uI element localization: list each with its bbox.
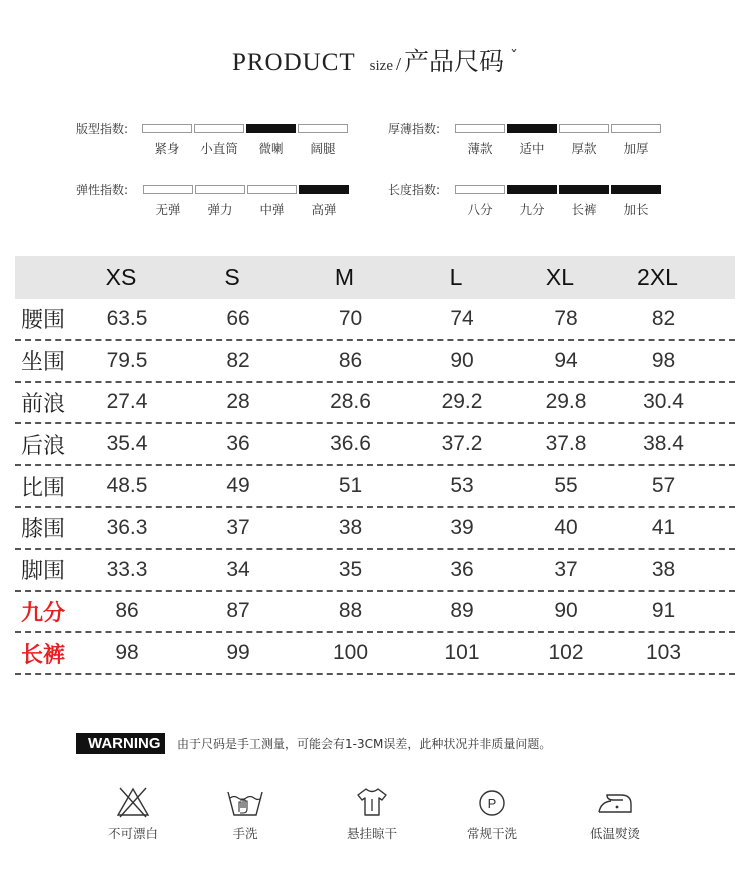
warning-notice — [76, 733, 551, 754]
header-cell: S — [224, 264, 240, 290]
indicator-bar — [507, 185, 557, 194]
indicator-option: 厚款 — [571, 141, 597, 156]
indicator-option: 适中 — [519, 141, 545, 156]
indicator-option: 加厚 — [623, 141, 649, 156]
hand-wash-icon — [225, 786, 265, 818]
indicator-bar — [194, 124, 244, 133]
indicator-bar — [611, 185, 661, 194]
header-cell: XS — [105, 264, 137, 290]
row-label: 腰围 — [21, 308, 66, 334]
title-cn: 产品尺码 — [404, 47, 505, 76]
table-row — [15, 424, 735, 466]
table-cell: 70 — [338, 306, 363, 330]
table-cell: 94 — [554, 348, 578, 372]
size-table — [15, 256, 735, 675]
table-row — [15, 633, 735, 675]
header-cell: XL — [545, 264, 575, 290]
table-row — [15, 592, 735, 634]
no-bleach-icon — [116, 786, 150, 818]
table-cell: 57 — [651, 474, 676, 498]
table-cell: 100 — [332, 641, 369, 665]
table-cell: 33.3 — [106, 557, 148, 581]
page-title — [0, 42, 750, 82]
table-cell: 35.4 — [106, 432, 148, 456]
indicator-option: 小直筒 — [200, 141, 238, 156]
indicator-option: 九分 — [519, 202, 545, 217]
table-header — [15, 256, 735, 299]
table-cell: 37 — [554, 557, 578, 581]
row-label: 脚围 — [21, 559, 66, 585]
table-cell: 37.8 — [545, 432, 587, 456]
table-cell: 28.6 — [330, 390, 371, 414]
table-cell: 38 — [651, 557, 676, 581]
warning-tag: WARNING — [76, 733, 165, 754]
row-label: 后浪 — [21, 433, 66, 459]
table-cell: 87 — [226, 599, 250, 623]
table-cell: 99 — [226, 641, 250, 665]
indicator-option: 阔腿 — [310, 141, 336, 156]
indicator-bar — [611, 124, 661, 133]
table-cell: 48.5 — [106, 474, 148, 498]
table-cell: 82 — [226, 348, 250, 372]
indicator-bar — [559, 185, 609, 194]
care-label: 常规干洗 — [466, 826, 517, 841]
indicator-option: 中弹 — [259, 202, 285, 217]
care-label: 手洗 — [232, 826, 258, 841]
table-cell: 51 — [338, 474, 363, 498]
care-hand-wash — [195, 786, 295, 842]
care-hang-dry — [322, 786, 422, 842]
row-label-highlight: 长裤 — [21, 642, 66, 668]
indicator-option: 高弹 — [311, 202, 337, 217]
indicator-option: 加长 — [623, 202, 649, 217]
table-cell: 98 — [651, 348, 676, 372]
table-cell: 36 — [450, 557, 474, 581]
indicator-option: 紧身 — [154, 141, 180, 156]
title-main: PRODUCT — [231, 49, 356, 76]
table-cell: 78 — [554, 306, 578, 330]
indicator-label: 长度指数: — [388, 183, 441, 197]
table-cell: 102 — [548, 641, 584, 665]
row-label: 膝围 — [21, 517, 66, 543]
indicator-bar — [455, 124, 505, 133]
care-dry-clean — [442, 786, 542, 842]
indicator-bar — [299, 185, 349, 194]
indicator-option: 长裤 — [571, 202, 597, 217]
table-row — [15, 508, 735, 550]
table-cell: 35 — [338, 557, 363, 581]
table-row — [15, 341, 735, 383]
table-cell: 82 — [651, 306, 676, 330]
hang-dry-icon — [354, 786, 390, 818]
table-row — [15, 299, 735, 341]
indicator-bar — [142, 124, 192, 133]
table-cell: 91 — [651, 599, 676, 623]
table-cell: 53 — [450, 474, 474, 498]
table-cell: 86 — [338, 348, 363, 372]
table-cell: 29.8 — [545, 390, 587, 414]
table-cell: 38.4 — [643, 432, 684, 456]
indicator-option: 无弹 — [155, 202, 181, 217]
table-cell: 29.2 — [441, 390, 483, 414]
indicator-bar — [247, 185, 297, 194]
indicator-bar — [507, 124, 557, 133]
svg-text:P: P — [487, 796, 497, 811]
table-cell: 37 — [226, 515, 250, 539]
low-iron-icon — [595, 786, 635, 818]
indicator-option: 弹力 — [207, 202, 233, 217]
table-cell: 90 — [554, 599, 578, 623]
table-cell: 39 — [450, 515, 474, 539]
indicator-bar — [195, 185, 245, 194]
table-cell: 90 — [450, 348, 474, 372]
table-cell: 36 — [226, 432, 250, 456]
indicator-option: 八分 — [467, 202, 493, 217]
table-row — [15, 383, 735, 425]
indicator-bar — [455, 185, 505, 194]
care-label: 不可漂白 — [107, 826, 158, 841]
header-cell: M — [334, 264, 355, 290]
table-cell: 28 — [226, 390, 250, 414]
indicator-bar — [559, 124, 609, 133]
header-cell: 2XL — [637, 264, 678, 290]
care-low-iron — [565, 786, 665, 842]
table-cell: 74 — [450, 306, 474, 330]
table-cell: 63.5 — [106, 306, 148, 330]
table-cell: 36.3 — [106, 515, 148, 539]
table-cell: 40 — [554, 515, 578, 539]
title-caret: ˇ — [510, 47, 519, 66]
table-cell: 98 — [115, 641, 139, 665]
table-cell: 30.4 — [643, 390, 684, 414]
table-cell: 37.2 — [441, 432, 483, 456]
indicator-bar — [143, 185, 193, 194]
table-cell: 34 — [226, 557, 250, 581]
header-cell: L — [449, 264, 463, 290]
care-no-bleach — [83, 786, 183, 842]
table-cell: 88 — [338, 599, 363, 623]
table-cell: 41 — [651, 515, 676, 539]
table-cell: 27.4 — [106, 390, 148, 414]
dry-clean-icon — [475, 786, 509, 818]
table-cell: 49 — [226, 474, 250, 498]
indicator-bar — [298, 124, 348, 133]
indicator-option: 薄款 — [467, 141, 493, 156]
table-cell: 36.6 — [330, 432, 371, 456]
care-label: 悬挂晾干 — [346, 826, 397, 841]
table-row — [15, 466, 735, 508]
indicator-label: 厚薄指数: — [388, 122, 441, 136]
warning-text: 由于尺码是手工测量，可能会有1-3CM误差，此种状况并非质量问题。 — [177, 737, 552, 751]
table-cell: 79.5 — [106, 348, 148, 372]
table-cell: 86 — [115, 599, 139, 623]
title-size: size — [369, 58, 393, 74]
table-cell: 38 — [338, 515, 363, 539]
table-row — [15, 550, 735, 592]
indicator-option: 微喇 — [258, 141, 284, 156]
indicator-bar — [246, 124, 296, 133]
indicator-label: 弹性指数: — [76, 183, 129, 197]
table-cell: 55 — [554, 474, 578, 498]
row-label: 前浪 — [21, 391, 66, 417]
title-slash: / — [395, 54, 401, 74]
table-cell: 66 — [226, 306, 250, 330]
row-label-highlight: 九分 — [21, 600, 66, 626]
table-cell: 89 — [450, 599, 474, 623]
indicator-label: 版型指数: — [76, 122, 129, 136]
care-label: 低温熨烫 — [589, 826, 640, 841]
table-cell: 101 — [444, 641, 480, 665]
table-cell: 103 — [645, 641, 682, 665]
row-label: 坐围 — [21, 350, 66, 376]
row-label: 比围 — [21, 475, 66, 501]
